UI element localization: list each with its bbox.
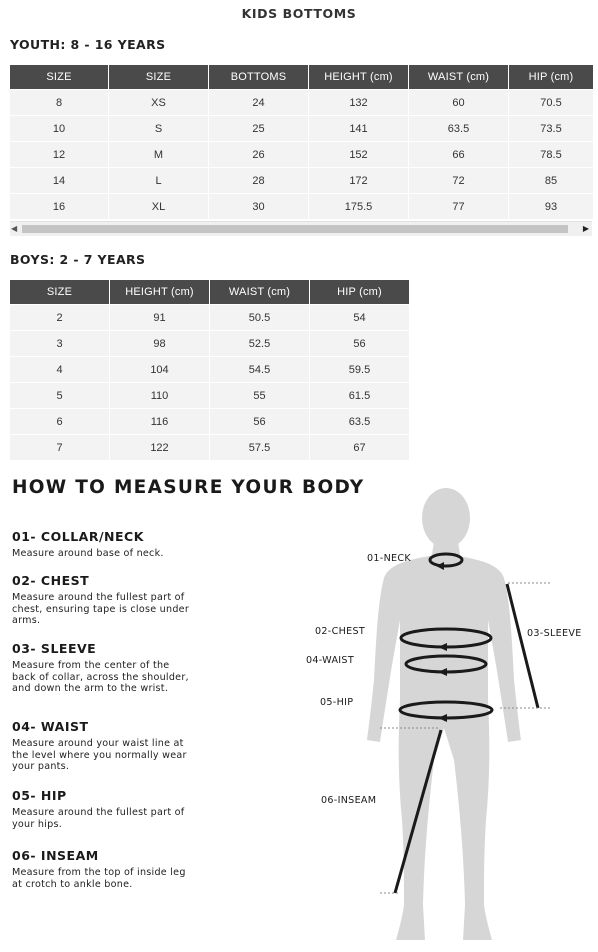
table-cell: 28: [209, 168, 308, 193]
step-heading: 05- HIP: [12, 788, 67, 803]
step-heading: 06- INSEAM: [12, 848, 99, 863]
table-cell: 10: [10, 116, 108, 141]
table-cell: 98: [110, 331, 209, 356]
table-cell: 85: [509, 168, 593, 193]
table-cell: 55: [210, 383, 309, 408]
table-cell: 57.5: [210, 435, 309, 460]
table-cell: 2: [10, 305, 109, 330]
column-header: WAIST (cm): [409, 65, 508, 89]
table-cell: 5: [10, 383, 109, 408]
table-cell: 30: [209, 194, 308, 219]
table-cell: 56: [210, 409, 309, 434]
scroll-left-icon[interactable]: ◀: [11, 224, 18, 233]
table-cell: 63.5: [310, 409, 409, 434]
table-cell: 91: [110, 305, 209, 330]
table-cell: 73.5: [509, 116, 593, 141]
step-text: Measure around the fullest part of your hips.: [12, 807, 185, 830]
table-cell: 12: [10, 142, 108, 167]
column-header: SIZE: [10, 280, 109, 304]
youth-section-title: YOUTH: 8 - 16 YEARS: [10, 37, 166, 52]
step-text: Measure around the fullest part of chest, ensuring tape is close under arms.: [12, 592, 190, 626]
page-title: KIDS BOTTOMS: [241, 6, 357, 21]
table-cell: 70.5: [509, 90, 593, 115]
how-to-measure-title: HOW TO MEASURE YOUR BODY: [12, 477, 365, 498]
scroll-right-icon[interactable]: ▶: [582, 224, 589, 233]
table-cell: 25: [209, 116, 308, 141]
table-cell: 172: [309, 168, 408, 193]
table-cell: 54: [310, 305, 409, 330]
table-cell: 16: [10, 194, 108, 219]
column-header: SIZE: [109, 65, 208, 89]
step-text: Measure from the center of the back of collar, across the shoulder, and down the arm to the wrist.: [12, 660, 189, 694]
table-cell: 93: [509, 194, 593, 219]
table-cell: 7: [10, 435, 109, 460]
step-heading: 02- CHEST: [12, 573, 90, 588]
step-text: Measure around base of neck.: [12, 548, 164, 559]
table-cell: 110: [110, 383, 209, 408]
table-cell: 56: [310, 331, 409, 356]
table-cell: 24: [209, 90, 308, 115]
table-cell: 141: [309, 116, 408, 141]
label-chest: 02-CHEST: [315, 626, 365, 637]
table-cell: 61.5: [310, 383, 409, 408]
label-hip: 05-HIP: [320, 697, 354, 708]
step-text: Measure around your waist line at the level where you normally wear your pants.: [12, 738, 187, 772]
table-cell: 104: [110, 357, 209, 382]
table-cell: 77: [409, 194, 508, 219]
table-cell: 26: [209, 142, 308, 167]
table-cell: 122: [110, 435, 209, 460]
table-cell: 60: [409, 90, 508, 115]
column-header: HIP (cm): [509, 65, 593, 89]
table-cell: 72: [409, 168, 508, 193]
label-sleeve: 03-SLEEVE: [527, 628, 582, 639]
table-cell: 8: [10, 90, 108, 115]
step-heading: 01- COLLAR/NECK: [12, 529, 144, 544]
table-cell: 132: [309, 90, 408, 115]
table-cell: S: [109, 116, 208, 141]
table-cell: 175.5: [309, 194, 408, 219]
column-header: HEIGHT (cm): [110, 280, 209, 304]
column-header: SIZE: [10, 65, 108, 89]
table-cell: 116: [110, 409, 209, 434]
table-cell: 6: [10, 409, 109, 434]
table-cell: L: [109, 168, 208, 193]
column-header: HIP (cm): [310, 280, 409, 304]
step-heading: 04- WAIST: [12, 719, 89, 734]
table-cell: 152: [309, 142, 408, 167]
table-cell: 14: [10, 168, 108, 193]
label-neck: 01-NECK: [367, 553, 411, 564]
column-header: HEIGHT (cm): [309, 65, 408, 89]
step-heading: 03- SLEEVE: [12, 641, 97, 656]
table-cell: 3: [10, 331, 109, 356]
table-cell: 50.5: [210, 305, 309, 330]
table-cell: 78.5: [509, 142, 593, 167]
table-cell: XS: [109, 90, 208, 115]
step-text: Measure from the top of inside leg at crotch to ankle bone.: [12, 867, 186, 890]
table-cell: 63.5: [409, 116, 508, 141]
table-cell: XL: [109, 194, 208, 219]
column-header: WAIST (cm): [210, 280, 309, 304]
table-cell: 66: [409, 142, 508, 167]
table-cell: 54.5: [210, 357, 309, 382]
boys-section-title: BOYS: 2 - 7 YEARS: [10, 252, 146, 267]
table-cell: 67: [310, 435, 409, 460]
label-waist: 04-WAIST: [306, 655, 354, 666]
label-inseam: 06-INSEAM: [321, 795, 377, 806]
table-cell: M: [109, 142, 208, 167]
table-cell: 4: [10, 357, 109, 382]
column-header: BOTTOMS: [209, 65, 308, 89]
table-cell: 52.5: [210, 331, 309, 356]
table-cell: 59.5: [310, 357, 409, 382]
